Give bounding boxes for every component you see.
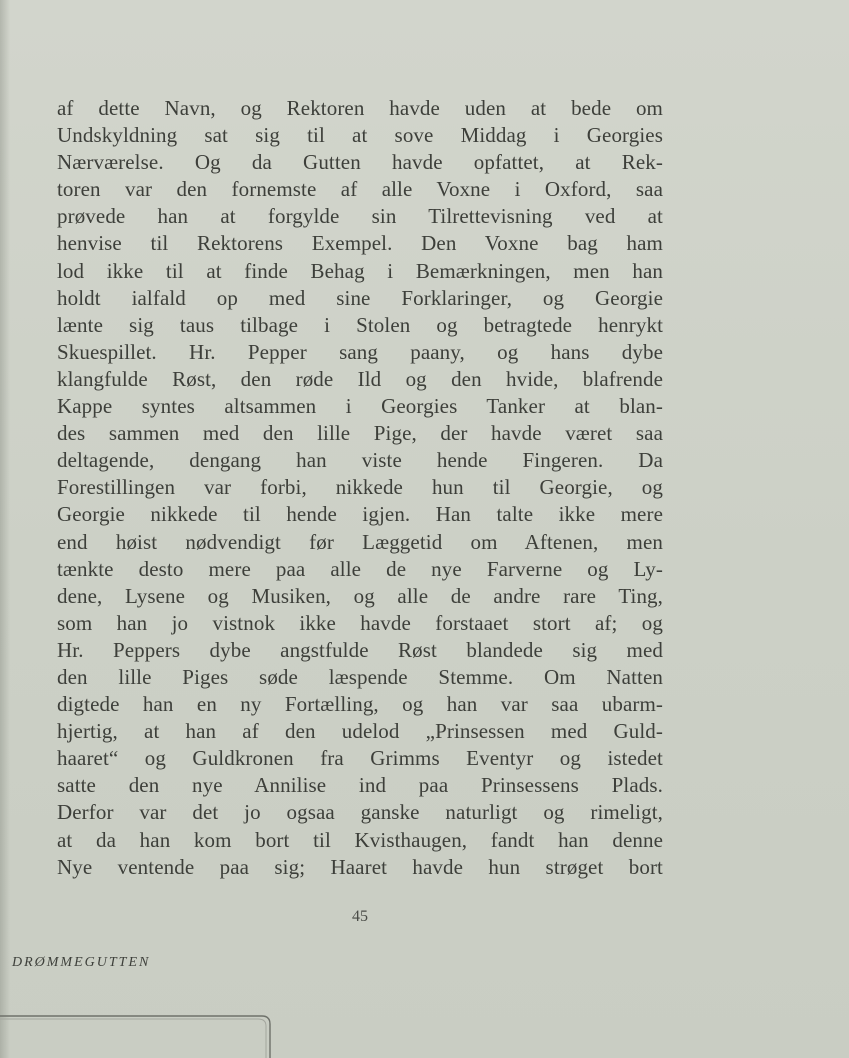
text-line: Nærværelse. Og da Gutten havde opfattet, at Rek- (57, 150, 663, 175)
page-number: 45 (352, 908, 368, 925)
text-line: tænkte desto mere paa alle de nye Farverne og Ly- (57, 556, 663, 581)
text-line: Forestillingen var forbi, nikkede hun til Georgie, og (57, 475, 663, 500)
text-line: af dette Navn, og Rektoren havde uden at bede om (57, 96, 663, 120)
text-line: som han jo vistnok ikke havde forstaaet stort af; og (57, 610, 663, 635)
body-text (57, 95, 663, 881)
text-line: hjertig, at han af den udelod „Prinsessen med Guld- (57, 719, 663, 744)
running-footer: DRØMMEGUTTEN (12, 955, 151, 970)
text-line: Skuespillet. Hr. Pepper sang paany, og hans dybe (57, 339, 663, 364)
text-line: prøvede han at forgylde sin Tilrettevisning ved at (57, 204, 663, 229)
text-line: toren var den fornemste af alle Voxne i Oxford, saa (57, 177, 663, 202)
text-line: haaret“ og Guldkronen fra Grimms Eventyr og istedet (57, 746, 663, 771)
text-line: Georgie nikkede til hende igjen. Han talte ikke mere (57, 502, 663, 527)
text-line: lod ikke til at finde Behag i Bemærkningen, men han (57, 258, 663, 283)
text-line: satte den nye Annilise ind paa Prinsessens Plads. (57, 773, 663, 798)
text-line: Hr. Peppers dybe angstfulde Røst blandede sig med (57, 637, 663, 662)
text-line: Undskyldning sat sig til at sove Middag i Georgies (57, 123, 663, 148)
text-line: den lille Piges søde læspende Stemme. Om Natten (57, 664, 663, 689)
page-edge-tab (0, 1010, 272, 1058)
text-line: des sammen med den lille Pige, der havde været saa (57, 421, 663, 446)
text-line: lænte sig taus tilbage i Stolen og betragtede henrykt (57, 312, 663, 337)
text-line: Derfor var det jo ogsaa ganske naturligt og rimeligt, (57, 800, 663, 825)
text-line: holdt ialfald op med sine Forklaringer, og Georgie (57, 285, 663, 310)
text-line: at da han kom bort til Kvisthaugen, fandt han denne (57, 827, 663, 852)
text-line: deltagende, dengang han viste hende Fingeren. Da (57, 448, 663, 473)
text-line: digtede han en ny Fortælling, og han var saa ubarm- (57, 692, 663, 717)
text-line: Nye ventende paa sig; Haaret havde hun strøget bort (57, 854, 663, 879)
text-line: end høist nødvendigt før Læggetid om Aftenen, men (57, 529, 663, 554)
text-line: klangfulde Røst, den røde Ild og den hvide, blafrende (57, 366, 663, 391)
text-line: dene, Lysene og Musiken, og alle de andre rare Ting, (57, 583, 663, 608)
text-line: Kappe syntes altsammen i Georgies Tanker at blan- (57, 394, 663, 419)
text-line: henvise til Rektorens Exempel. Den Voxne bag ham (57, 231, 663, 256)
